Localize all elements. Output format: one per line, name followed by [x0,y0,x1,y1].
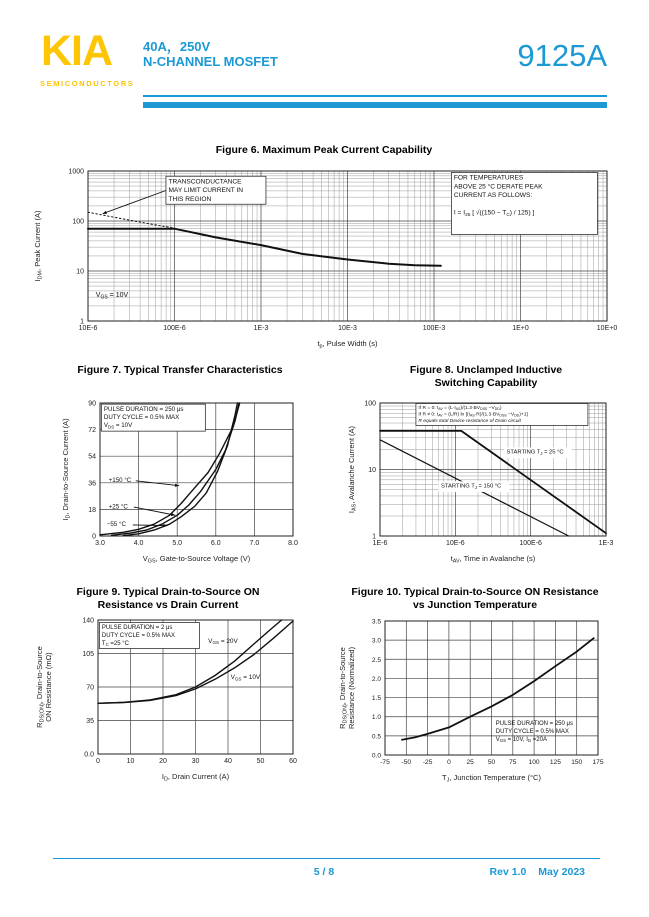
svg-text:MAY LIMIT CURRENT IN: MAY LIMIT CURRENT IN [168,187,244,195]
svg-text:100: 100 [528,759,540,766]
svg-text:0: 0 [447,759,451,766]
page-number: 5 / 8 [313,866,335,878]
svg-text:36: 36 [88,480,96,488]
svg-text:FOR TEMPERATURES: FOR TEMPERATURES [453,174,524,182]
svg-text:0.5: 0.5 [371,733,381,741]
svg-text:3.0: 3.0 [371,637,381,645]
svg-text:20: 20 [159,758,167,765]
figure-9-title-line2: Resistance vs Drain Current [97,599,239,611]
figure-9 [28,586,308,796]
fig10-chart-svg [330,614,620,792]
fig9-annotation-conditions [99,623,199,649]
svg-text:72: 72 [88,427,96,435]
svg-text:0: 0 [96,758,100,765]
svg-text:THIS REGION: THIS REGION [168,195,212,203]
svg-text:2.0: 2.0 [371,675,381,683]
svg-text:1E+0: 1E+0 [512,325,529,332]
svg-text:PULSE DURATION = 250 μs: PULSE DURATION = 250 μs [103,405,184,413]
fig9-annotation-label-vgs10 [231,674,261,681]
svg-text:If R ≠ 0: tAV = (L/R) ln [(IA: If R ≠ 0: $t_{AV} = (L/R)$ $\ln [(I_{AS}\cdot R)/(1.3\cdot BV_{DSS} -V_{DD})+1]$ [418,412,528,418]
svg-text:STARTING TJ = 150 °C: STARTING $T_J = 150$ °C [441,483,502,490]
figure-8-title-line1: Figure 8. Unclamped Inductive [409,364,563,376]
figure-6-title: Figure 6. Maximum Peak Current Capability [215,144,433,156]
svg-text:6.0: 6.0 [210,540,221,547]
svg-text:50: 50 [487,759,496,766]
figure-7 [40,364,320,574]
figure-10 [330,586,620,796]
fig6-chart-svg [24,161,624,351]
svg-text:TRANSCONDUCTANCE: TRANSCONDUCTANCE [168,178,242,186]
fig8-annotation-label-150c [439,481,510,492]
svg-text:1E-6: 1E-6 [372,540,388,547]
svg-text:DUTY CYCLE = 0.5% MAX: DUTY CYCLE = 0.5% MAX [103,414,180,422]
fig9-chart-svg [28,614,308,792]
svg-text:-50: -50 [401,759,412,766]
figure-7-title: Figure 7. Typical Transfer Characteristics [77,364,283,376]
svg-text:1.5: 1.5 [371,695,381,703]
svg-text:1E-3: 1E-3 [598,540,614,547]
svg-text:60: 60 [289,758,297,765]
svg-text:VGS = 10V, ID =20A: $V_{GS} = 10V$, $I_D =20A$ [495,737,547,744]
revision: Rev 1.0 [489,866,527,878]
svg-text:3.0: 3.0 [95,540,105,547]
svg-text:90: 90 [88,400,96,408]
svg-text:2.5: 2.5 [371,656,381,664]
fig7-y-axis-label-0: ID, Drain-to-Source Current (A) [61,418,72,521]
fig9-x-axis-label: ID, Drain Current (A) [161,772,230,783]
svg-text:1E-3: 1E-3 [253,325,269,332]
fig8-chart-svg [346,391,626,571]
fig7-arrow-0 [136,481,179,487]
svg-text:7.0: 7.0 [249,540,260,547]
device-type: N-CHANNEL MOSFET [143,54,278,69]
svg-text:CURRENT AS FOLLOWS:: CURRENT AS FOLLOWS: [453,192,533,200]
brand-subtitle: SEMICONDUCTORS [40,79,135,88]
fig6-x-axis-label: tp, Pulse Width (s) [317,339,378,350]
svg-text:8.0: 8.0 [288,540,298,547]
fig7-chart-svg [40,391,320,571]
header-rule-thick [143,102,607,108]
release-date: May 2023 [538,866,585,878]
svg-text:30: 30 [191,758,200,765]
fig10-y-axis-label-1: Resistance (Normalized) [347,646,356,730]
svg-text:DUTY CYCLE = 0.5% MAX: DUTY CYCLE = 0.5% MAX [495,729,569,736]
figure-7-chart-mount [40,391,320,576]
figure-10-title-line2: vs Junction Temperature [412,599,538,611]
svg-text:STARTING TJ = 25 °C: STARTING $T_J = 25$ °C [506,449,564,456]
figure-6-chart-mount [24,161,624,356]
svg-text:0: 0 [92,533,96,541]
fig10-y-axis-label-0: RDS(ON), Drain-to-Source [338,647,349,729]
svg-text:40: 40 [224,758,232,765]
svg-text:54: 54 [88,453,96,461]
svg-text:VGS = 10V: $V_{GS} = 10V$ [95,292,129,301]
svg-text:+25 °C: +25 °C [108,503,128,511]
fig6-y-axis-label-0: IDM, Peak Current (A) [33,210,44,282]
fig9-y-axis-label-0: RDS(ON), Drain-to-Source [35,646,46,728]
fig8-annotation-avalanche-formulas [416,403,588,425]
figure-9-title-line1: Figure 9. Typical Drain-to-Source ON [76,586,260,598]
fig6-annotation-vgs-condition [96,292,129,300]
svg-text:140: 140 [82,617,94,625]
svg-text:1.0: 1.0 [371,714,381,722]
svg-text:5.0: 5.0 [172,540,183,547]
fig7-annotation-label-minus55c [107,521,127,528]
figure-10-title-line1: Figure 10. Typical Drain-to-Source ON Resistance [351,586,599,598]
svg-text:If R = 0: tAV = (L·IAS)/(1.3·: If R = 0: $t_{AV} = (L\cdot I_{AS})/(1.3\cdot BV_{DSS} -V_{DD})$ [418,405,502,411]
svg-text:18: 18 [88,506,96,514]
svg-text:100E-6: 100E-6 [163,325,186,332]
svg-text:−55 °C: −55 °C [106,520,126,528]
svg-text:100E-3: 100E-3 [422,325,446,332]
fig7-annotation-conditions [101,404,205,431]
svg-text:75: 75 [509,759,517,766]
svg-text:50: 50 [256,758,265,765]
svg-text:1: 1 [372,533,376,541]
figure-6 [24,144,624,354]
svg-text:10E+0: 10E+0 [596,325,618,332]
fig6-annotation-transconductance-note [166,176,266,204]
fig7-x-axis-label: VGS, Gate-to-Source Voltage (V) [142,554,251,565]
fig8-annotation-label-25c [504,447,572,458]
fig8-y-axis-label-0: IAS, Avalanche Current (A) [347,425,358,514]
figure-10-chart-mount [330,614,620,797]
fig10-annotation-conditions [496,721,573,743]
svg-text:+150 °C: +150 °C [108,477,132,485]
svg-text:VGS = 10V: $V_{GS} = 10V$ [230,674,261,682]
svg-text:0.0: 0.0 [371,752,381,760]
svg-text:35: 35 [86,718,94,725]
fig7-annotation-label-plus25c [109,504,129,511]
svg-text:10: 10 [368,467,376,474]
fig6-arrow-0 [103,191,166,214]
svg-text:10E-6: 10E-6 [445,540,465,547]
svg-text:1: 1 [80,318,84,326]
fig7-annotation-label-plus150c [109,477,132,484]
svg-text:PULSE DURATION = 250 μs: PULSE DURATION = 250 μs [495,721,573,728]
svg-text:PULSE DURATION = 2 μs: PULSE DURATION = 2 μs [101,625,173,632]
figure-8 [346,364,626,574]
part-number: 9125A [517,38,607,73]
svg-text:TC =25 °C: $T_C =25$ °C [101,640,129,648]
svg-text:175: 175 [592,759,604,766]
figure-9-chart-mount [28,614,308,797]
svg-text:150: 150 [571,759,583,766]
svg-text:10E-6: 10E-6 [78,325,98,332]
svg-text:100: 100 [364,400,376,408]
fig9-y-axis-label-1: ON Resistance (mΩ) [44,652,53,722]
svg-text:ABOVE 25 °C DERATE PEAK: ABOVE 25 °C DERATE PEAK [453,183,543,191]
svg-text:100: 100 [72,218,84,226]
svg-text:0.0: 0.0 [84,751,94,759]
svg-text:10E-3: 10E-3 [338,325,357,332]
svg-text:-75: -75 [380,759,390,766]
svg-text:R equals total Device resistan: R equals total Device resistance of Drain circuit [418,418,521,424]
svg-text:1000: 1000 [68,168,84,176]
figure-8-chart-mount [346,391,626,576]
svg-text:125: 125 [549,759,561,766]
svg-text:-25: -25 [422,759,433,766]
svg-text:DUTY CYCLE = 0.5% MAX: DUTY CYCLE = 0.5% MAX [101,632,175,639]
footer-revision-block [478,866,585,878]
header-rule-thin [143,95,607,97]
fig9-annotation-label-vgs20 [208,638,238,645]
svg-text:70: 70 [86,684,94,692]
fig8-x-axis-label: tAV, Time in Avalanche (s) [450,554,536,565]
fig10-x-axis-label: TJ, Junction Temperature (°C) [442,773,541,784]
fig7-arrow-1 [134,507,175,516]
brand-logo: KIA [41,27,113,75]
part-rating: 40A，250V [143,39,211,54]
svg-text:VDS = 10V: $V_{DS} = 10V$ [103,422,133,430]
svg-text:I = I25 [ √((150 − TC) / 125): $I = I_{25}$ [ $√((150 - T_C) / 125)$ ] [453,209,535,218]
figure-8-title-line2: Switching Capability [434,377,538,389]
svg-text:25: 25 [466,759,474,766]
svg-text:105: 105 [82,651,94,658]
svg-text:4.0: 4.0 [133,540,144,547]
svg-text:10: 10 [126,758,135,765]
svg-text:10: 10 [76,268,84,276]
svg-text:100E-6: 100E-6 [519,540,542,547]
footer-rule [53,858,600,859]
svg-text:3.5: 3.5 [371,618,381,626]
svg-text:VGS = 20V: $V_{GS} = 20V$ [208,637,238,646]
